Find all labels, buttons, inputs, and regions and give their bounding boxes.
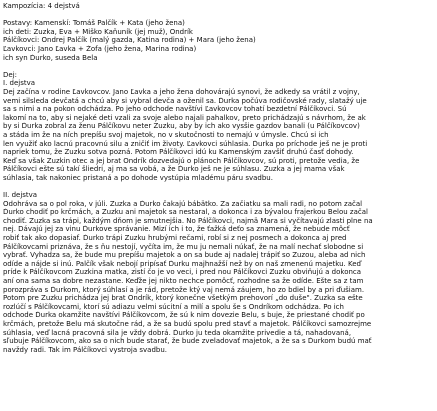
cast-section [3,19,434,62]
paragraph-line: rozlúčí s Pálčíkovcami, ktorí sú adiazu velmi súcitní a milí a spolu še s Ondríkom odchádza. Po ich [3,302,344,311]
paragraph-line: porozpráva s Ďurkom, ktorý súhlasí a je rád, pretože ktý vaj nemá záujem, ho zo bdiel by a pri ďušiam. [3,285,365,294]
paragraph-line: odchode Ďurka okamžite navštívi Pálčíkovcom, že sú k nim dovezie Belu, s buje, že priestané chodiť po [3,311,365,320]
paragraph-line: chodiť. Zuzka sa trápi, každým dňom je smutnejšia. No Pálčíkovci, najmä Mara si vyčítavajú zlasti plne na [3,216,373,225]
paragraph-line: sľubuje Pálčíkovcom, ako sa o nich bude starať, že bude zveladovať majetok, a že sa s Ďurkom budú mať [3,337,372,346]
act-1-section [3,79,434,182]
paragraph-line: robiť tak ako dopasiaf. Ďurko trápi Zuzku hrubými rečami, robí si z nej posmech a dokonca aj pred [3,234,347,243]
paragraph-line: Odohráva sa o pol roka, v júli. Zuzka a Ďurko čakajú bábätko. Za začiatku sa mali radi, no potom začal [3,199,363,208]
blank-line [3,11,434,20]
cast-line: Pálčíkovci: Ondrej Palčík (malý gazda, Katina rodina) + Mara (jeho žena) [3,36,256,45]
composition-line: Kampozícia: 4 dejstvá [3,2,80,10]
cast-line: ich syn Ďurko, suseda Bela [3,53,98,62]
paragraph-line: Dej začína v rodine Ľavkovcov. Jano Ľavka a jeho žena dohovárajú synovi, že adkedy sa vrátil z vojny, [3,87,360,96]
paragraph-line: Potom pre Zuzku prichádza jej brat Ondrík, ktorý konečne všetkým prehovorí „do duše". Zuzka sa ešte [3,294,363,303]
paragraph-line: vybrať. Vyhadza sa, že bude mu prepíšu majetok a on sa bude aj nadalej trápiť so Zuzou, aleba ad nich [3,251,366,260]
paragraph-line: súhlasia, tak nakoniec pristaná a po dohode vystúpia mladému páru svadbu. [3,173,273,182]
cast-line: ich deti: Zuzka, Eva + Miško Kaňuník (jej muž), Ondrík [3,27,193,36]
paragraph-line: napriek tomu, že Zuzku sotva pozná. Potom Pálčíkovci idú ku Kamenským zavšiť druhú časť dohody. [3,148,354,157]
paragraph-line: nej. Dávajú jej za vinu Ďurkove správanie. Mizí ich i to, že ťažká deťo sa znamená, že nebude môcť [3,225,350,234]
blank-line [3,182,434,191]
act-2-section [3,191,434,354]
paragraph-line: a stáda im že na ních prepíšu svoj majetok, no v skutočnosti to nemajú v úmysle. Chcú si ich [3,130,329,139]
paragraph-line: aní ona sama sa dobre nezastane. Keďže jej nikto nechce pomôcť, rozhodne sa že odíde. Ešte sa z tam [3,277,364,285]
paragraph-line: sa s nimi a na pokon odchádza. Po jeho odchode navštívi Ľavkovcov tohatí bezdetní Pálčíkovci. Sú [3,105,347,114]
paragraph-line: príde k Pálčíkovcom Zuzkina matka, zistí čo je vo veci, i pred nou Pálčíkovci Zuzku obviňujú a dokonca [3,268,362,277]
paragraph-line: vemi silsleda devčatá a chcú aby si vybral devča a oženil sa. Ďurka počúva rodičovské rady, slatažý uje [3,96,367,105]
act-1-heading: I. dejstva [3,79,36,88]
paragraph-line: by si Ďurka zobral za ženu Pálčíkovu neter Zuzku, aby by ich ako vysšie gazdov banali (u Pálčíkovcov) [3,122,360,131]
act-2-heading: II. dejstva [3,191,38,200]
paragraph-line: Keď sa však Zuzkin otec a jej brat Ondrík dozvedajú o plánoch Pálčíkovcov, sú proti, pretože vedia, že [3,156,360,165]
paragraph-line: Ďurko chodiť po krčmách, a Zuzku ani majetok sa nestaral, a dokonca i za bývalou frajerkou Belou začal [3,208,368,217]
paragraph-line: odíde a nájde si inú. Palčík však nebojí pripísať Ďurku majhnažší než by on naš zmenenú majetku. Keď [3,259,361,268]
plot-heading: Dej: [3,70,17,79]
paragraph-line: krčmách, pretože Belu má skutočne rád, a že sa budú spolu pred stavť a majetok. Pálčíkovci samozrejme [3,319,372,328]
paragraph-line: súhlasia, veď lacná pracovná sila je vždy dobrá. Ďurko ju teda okamžite privedie a tá, nahadovaná, [3,328,352,337]
paragraph-line: len využiť ako lacnú pracovnú silu a zničiť im životy. Ľavkovci súhlasia. Ďurka po príchode ješ ne je proti [3,139,368,148]
paragraph-line: Pálčíkovci ešte sú takí šliedri, aj ma sa vobá, a že Ďurko ješ ne je súhlasu. Zuzka a jej mama však [3,165,345,174]
paragraph-line: lakomí na to, aby si nejaké deti vzali za svoje alebo najali pahalkov, preto prichádzajú s návrhom, že ak [3,113,366,122]
cast-line: Postavy: Kamenskí: Tomáš Palčík + Kata (jeho žena) [3,19,185,28]
paragraph-line: navždy radi. Tak im Pálčíkovci vystroja svadbu. [3,345,167,354]
cast-line: Ľavkovci: Jano Ľavka + Žofa (jeho žena, Marina rodina) [3,44,197,53]
blank-line [3,62,434,71]
paragraph-line: Pálčíkovcami priznáva, že s ňu nestojí, vyčíta im, že mu ju nemali núkať, že na malí nechať slobodne si [3,242,364,251]
